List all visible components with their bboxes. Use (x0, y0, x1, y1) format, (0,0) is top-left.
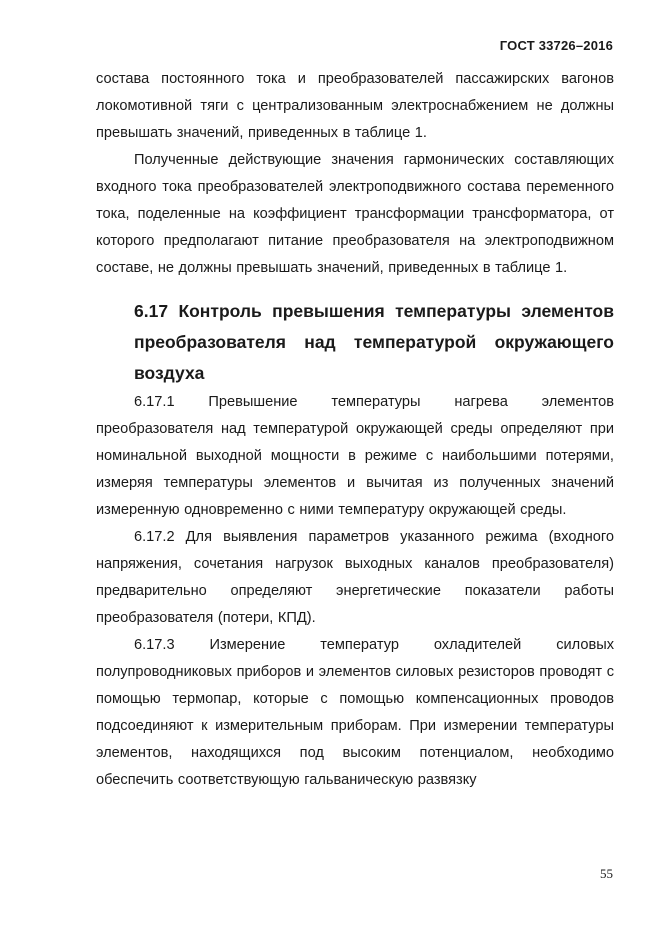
paragraph-6-17-1: 6.17.1 Превышение температуры нагрева элементов преобразователя над температурой окружающей среды определяют при номинальной выходной мощности в режиме с наибольшими потерями, измеряя температуры элементов и вычитая из полученных значений измеренную одновременно с ними температуру окружающей среды. (96, 394, 614, 518)
section-heading-6-17: 6.17 Контроль превышения температуры элементов преобразователя над температурой окружающего воздуха (134, 301, 614, 383)
paragraph-harmonics: Полученные действующие значения гармонических составляющих входного тока преобразователей электроподвижного состава переменного тока, поделенные на коэффициент трансформации трансформатора, от которого предполагают питание преобразователя на электроподвижном составе, не должны превышать значений, приведенных в таблице 1. (96, 152, 614, 276)
paragraph-6-17-2: 6.17.2 Для выявления параметров указанного режима (входного напряжения, сочетания нагрузок выходных каналов преобразователя) предварительно определяют энергетические показатели работы преобразователя (потери, КПД). (96, 529, 614, 626)
page-number: 55 (600, 866, 613, 881)
paragraph-6-17-3: 6.17.3 Измерение температур охладителей силовых полупроводниковых приборов и элементов силовых резисторов проводят с помощью термопар, которые с помощью компенсационных проводов подсоединяют к измерительным приборам. При измерении температуры элементов, находящихся под высоким потенциалом, необходимо обеспечить соответствующую гальваническую развязку (96, 637, 614, 788)
page-content (96, 66, 614, 794)
paragraph-continuation: состава постоянного тока и преобразователей пассажирских вагонов локомотивной тяги с централизованным электроснабжением не должны превышать значений, приведенных в таблице 1. (96, 71, 614, 141)
standard-code-header: ГОСТ 33726–2016 (499, 38, 613, 53)
